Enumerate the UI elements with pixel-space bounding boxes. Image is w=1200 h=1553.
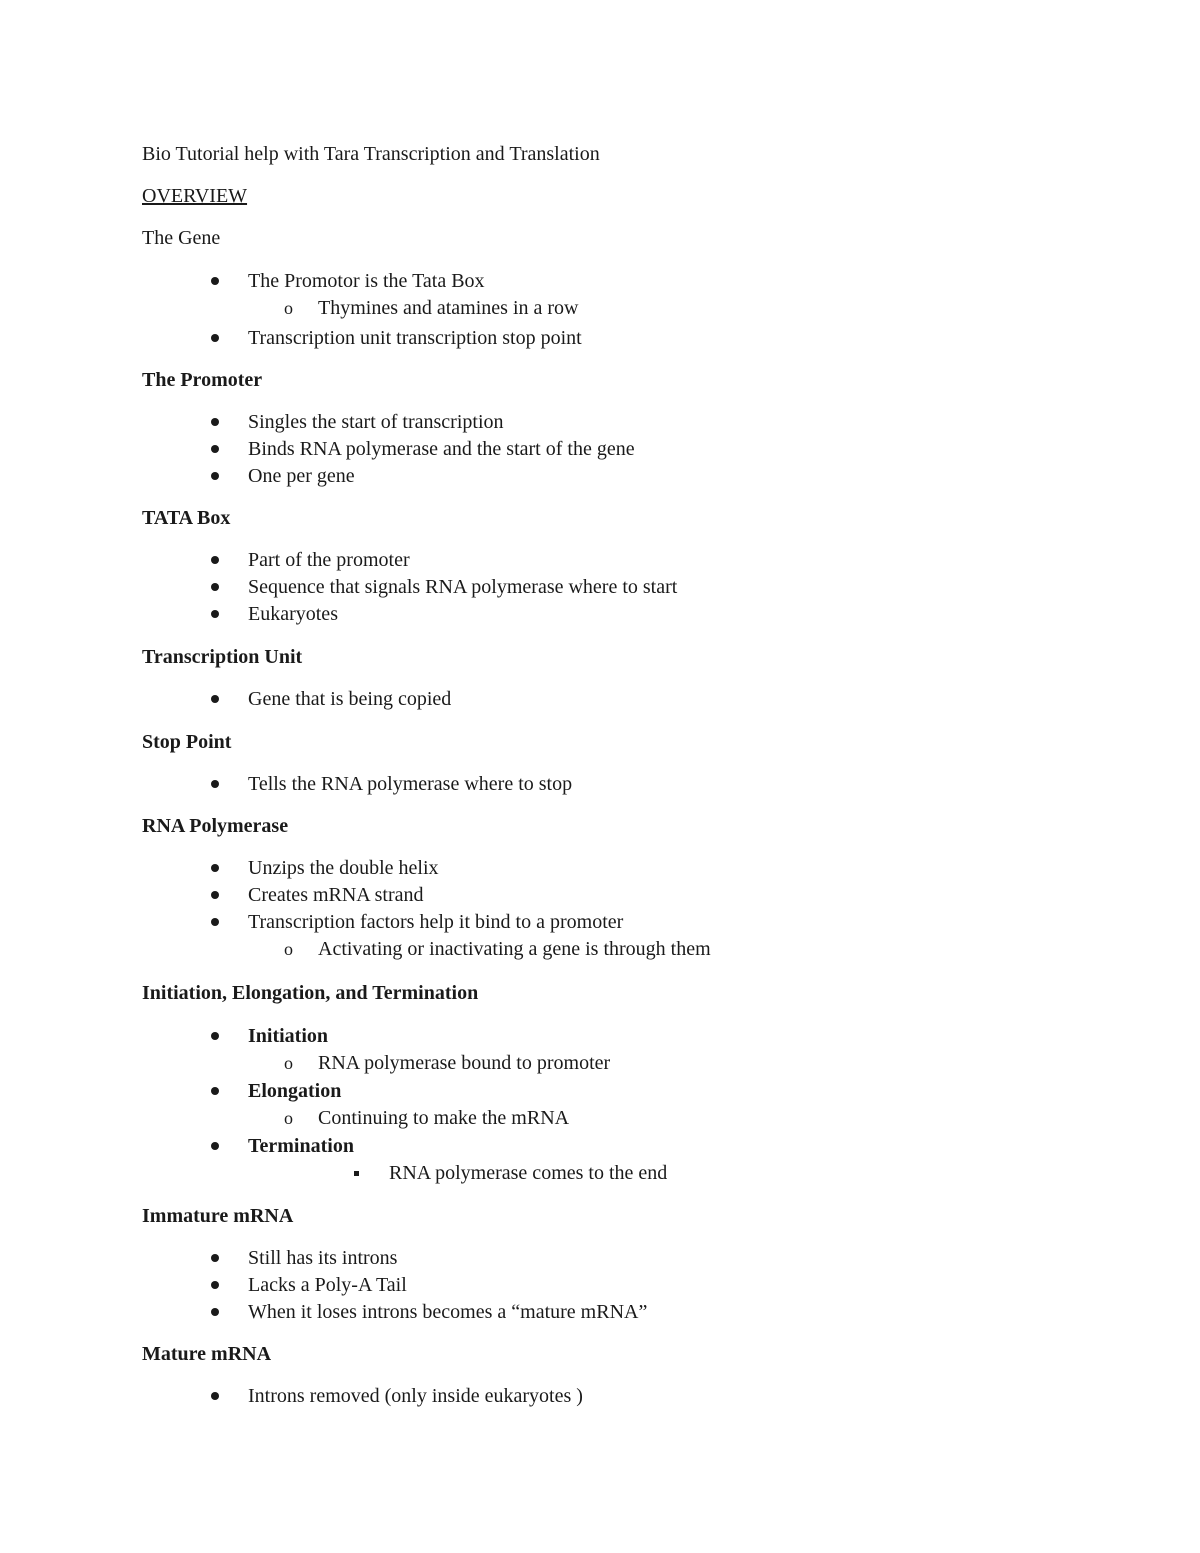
overview-heading: OVERVIEW [142,185,248,207]
list-item: Binds RNA polymerase and the start of the gene [248,438,635,460]
list-item: Transcription factors help it bind to a promoter [248,911,624,933]
bullet-icon [211,445,219,453]
sub-bullet-icon: o [284,298,293,318]
bullet-icon [211,891,219,899]
bullet-icon [211,1281,219,1289]
immature-mrna-heading: Immature mRNA [142,1205,294,1227]
transcription-unit-heading: Transcription Unit [142,646,303,668]
bullet-icon [211,1392,219,1400]
list-item: Eukaryotes [248,603,338,625]
bullet-icon [211,1308,219,1316]
iet-heading: Initiation, Elongation, and Termination [142,982,479,1004]
bullet-icon [211,780,219,788]
bullet-icon [211,1087,219,1095]
list-item: Elongation [248,1080,342,1102]
list-item: Creates mRNA strand [248,884,424,906]
list-item: The Promotor is the Tata Box [248,270,485,292]
list-item: Continuing to make the mRNA [318,1107,570,1129]
sub-bullet-icon: o [284,1108,293,1128]
list-item: Unzips the double helix [248,857,439,879]
list-item: One per gene [248,465,355,487]
list-item: Lacks a Poly-A Tail [248,1274,407,1296]
gene-heading: The Gene [142,227,221,249]
list-item: When it loses introns becomes a “mature mRNA” [248,1301,648,1323]
list-item: Part of the promoter [248,549,410,571]
bullet-icon [211,1254,219,1262]
bullet-icon [211,556,219,564]
list-item: Gene that is being copied [248,688,452,710]
bullet-icon [211,610,219,618]
sub-bullet-icon: o [284,939,293,959]
list-item: Singles the start of transcription [248,411,504,433]
bullet-icon [211,695,219,703]
bullet-icon [211,472,219,480]
bullet-icon [211,277,219,285]
list-item: Termination [248,1135,354,1157]
bullet-icon [211,334,219,342]
list-item: RNA polymerase bound to promoter [318,1052,611,1074]
bullet-icon [211,1142,219,1150]
list-item: Still has its introns [248,1247,398,1269]
bullet-icon [211,583,219,591]
list-item: Activating or inactivating a gene is through them [318,938,711,960]
list-item: Introns removed (only inside eukaryotes ) [248,1385,583,1407]
document-title: Bio Tutorial help with Tara Transcription and Translation [142,143,600,165]
sub-bullet-icon: o [284,1053,293,1073]
list-item: Thymines and atamines in a row [318,297,579,319]
mature-mrna-heading: Mature mRNA [142,1343,272,1365]
promoter-heading: The Promoter [142,369,263,391]
bullet-icon [211,864,219,872]
square-bullet-icon [354,1171,359,1176]
bullet-icon [211,918,219,926]
list-item: Tells the RNA polymerase where to stop [248,773,573,795]
list-item: Initiation [248,1025,329,1047]
tata-heading: TATA Box [142,507,231,529]
list-item: Sequence that signals RNA polymerase where to start [248,576,678,598]
bullet-icon [211,418,219,426]
bullet-icon [211,1032,219,1040]
stop-point-heading: Stop Point [142,731,232,753]
rna-polymerase-heading: RNA Polymerase [142,815,289,837]
list-item: Transcription unit transcription stop point [248,327,582,349]
list-item: RNA polymerase comes to the end [389,1162,668,1184]
